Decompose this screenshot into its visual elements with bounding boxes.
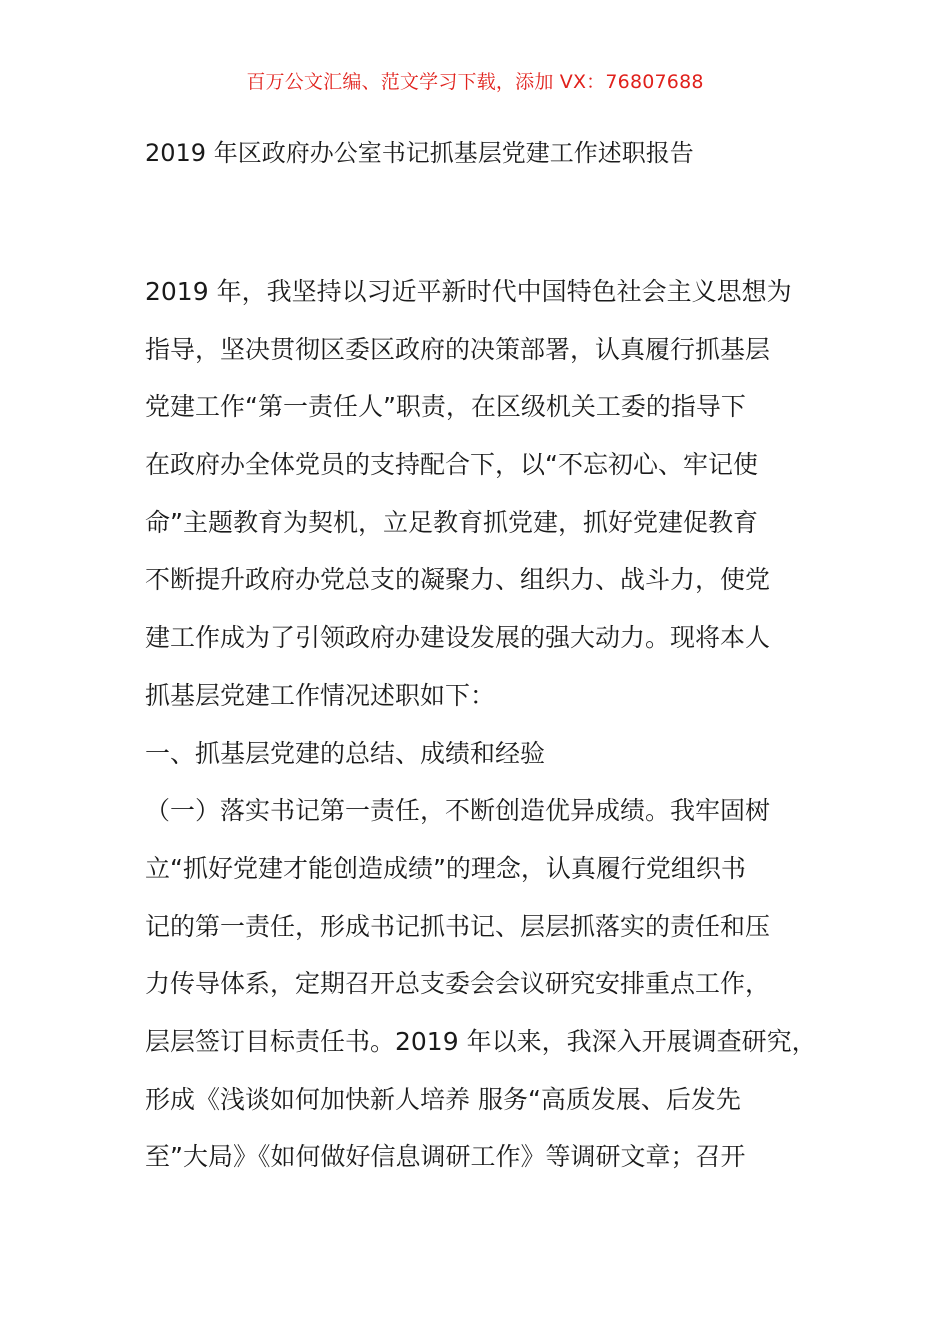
body-line: 抓基层党建工作情况述职如下： [145, 680, 496, 710]
document-title: 2019 年区政府办公室书记抓基层党建工作述职报告 [145, 139, 694, 167]
body-line: 命”主题教育为契机，立足教育抓党建，抓好党建促教育 [145, 507, 758, 537]
header-watermark-note: 百万公文汇编、范文学习下载，添加 VX：76807688 [246, 71, 704, 93]
body-line: 形成《浅谈如何加快新人培养 服务“高质发展、后发先 [145, 1084, 741, 1114]
body-line: 至”大局》《如何做好信息调研工作》等调研文章；召开 [145, 1142, 746, 1172]
body-line: （一）落实书记第一责任，不断创造优异成绩。我牢固树 [145, 796, 771, 826]
body-line: 力传导体系，定期召开总支委会会议研究安排重点工作， [145, 969, 771, 999]
body-line: 记的第一责任，形成书记抓书记、层层抓落实的责任和压 [145, 911, 771, 941]
body-line: 2019 年，我坚持以习近平新时代中国特色社会主义思想为 [145, 277, 792, 306]
body-line: 立“抓好党建才能创造成绩”的理念，认真履行党组织书 [145, 853, 746, 883]
section-heading: 一、抓基层党建的总结、成绩和经验 [145, 738, 546, 768]
body-line: 建工作成为了引领政府办建设发展的强大动力。现将本人 [145, 623, 771, 653]
document-body [145, 270, 845, 1193]
body-line: 层层签订目标责任书。2019 年以来，我深入开展调查研究， [145, 1026, 817, 1056]
body-line: 不断提升政府办党总支的凝聚力、组织力、战斗力，使党 [145, 565, 771, 595]
body-line: 指导，坚决贯彻区委区政府的决策部署，认真履行抓基层 [145, 334, 771, 364]
body-line: 在政府办全体党员的支持配合下，以“不忘初心、牢记使 [145, 450, 758, 480]
body-line: 党建工作“第一责任人”职责，在区级机关工委的指导下 [145, 392, 746, 422]
